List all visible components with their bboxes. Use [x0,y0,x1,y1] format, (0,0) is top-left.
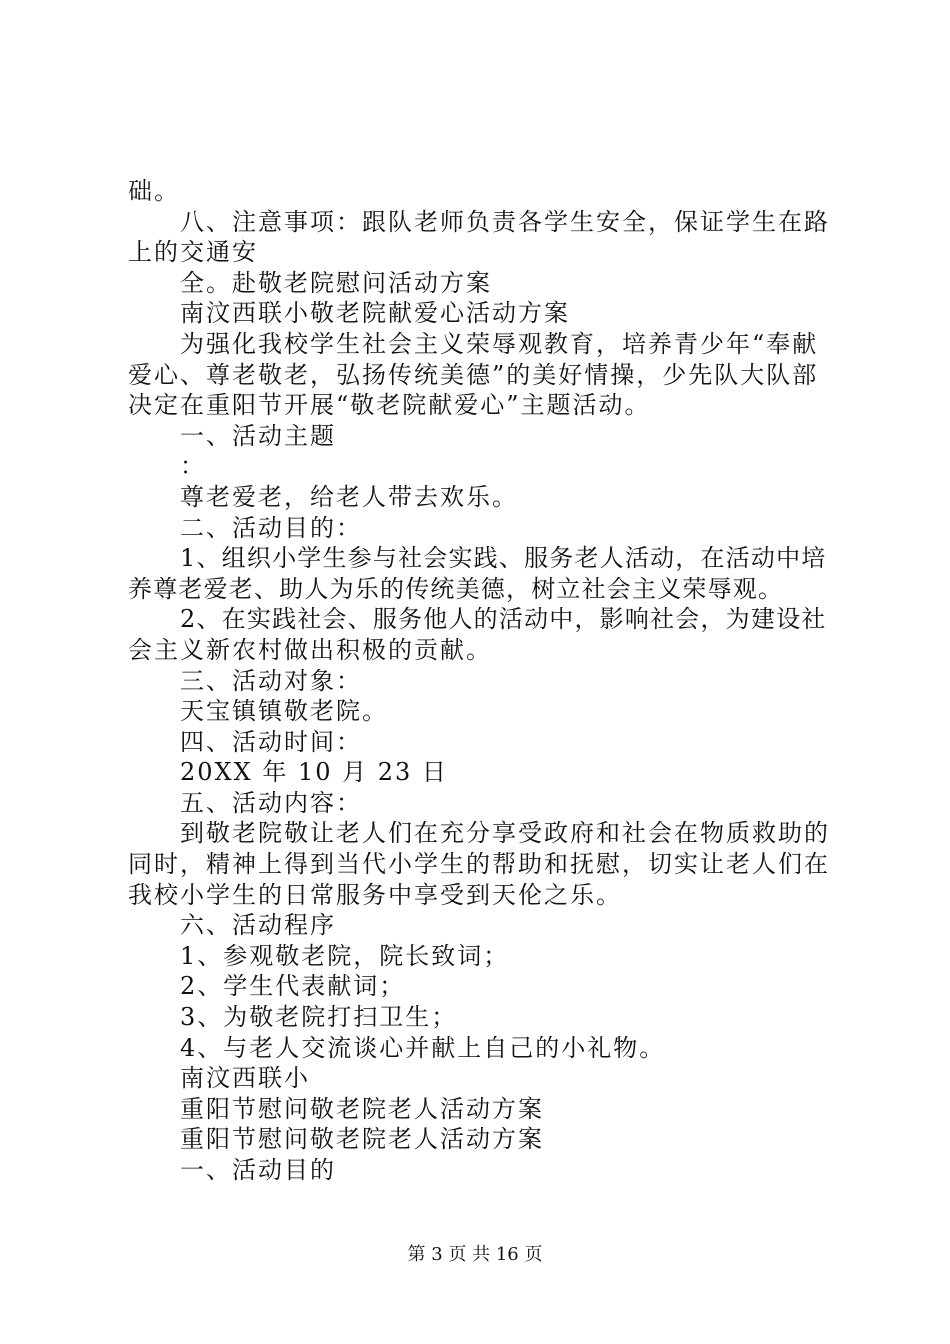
text-line: 1、参观敬老院，院长致词； [180,941,510,970]
text-line: 4、与老人交流谈心并献上自己的小礼物。 [180,1033,666,1062]
text-line: 2、在实践社会、服务他人的活动中，影响社会，为建设社 [180,605,827,634]
text-line: ： [180,452,206,481]
page-number-text: 第 3 页 共 16 页 [407,1244,543,1265]
text-line: 同时，精神上得到当代小学生的帮助和抚慰，切实让老人们在 [128,850,830,879]
document-body [128,176,834,1186]
text-line: 我校小学生的日常服务中享受到天伦之乐。 [128,880,622,909]
page-footer [0,1243,950,1267]
text-line: 尊老爱老，给老人带去欢乐。 [180,482,518,511]
text-line: 南汶西联小敬老院献爱心活动方案 [180,299,570,328]
text-line: 爱心、尊老敬老，弘扬传统美德”的美好情操，少先队大队部 [128,360,819,389]
text-line: 全。赴敬老院慰问活动方案 [180,268,492,297]
text-line: 六、活动程序 [180,911,336,940]
text-line: 上的交通安 [128,238,258,267]
text-line: 重阳节慰问敬老院老人活动方案 [180,1094,544,1123]
text-line: 决定在重阳节开展“敬老院献爱心”主题活动。 [128,391,651,420]
text-line: 天宝镇镇敬老院。 [180,697,388,726]
text-line: 2、学生代表献词； [180,972,406,1001]
text-line: 为强化我校学生社会主义荣辱观教育，培养青少年“奉献 [180,329,819,358]
text-line: 八、注意事项：跟队老师负责各学生安全，保证学生在路 [180,207,830,236]
text-line: 一、活动主题 [180,421,336,450]
text-line: 五、活动内容： [180,788,362,817]
text-line: 1、组织小学生参与社会实践、服务老人活动，在活动中培 [180,544,827,573]
text-line: 到敬老院敬让老人们在充分享受政府和社会在物质救助的 [180,819,830,848]
text-line: 三、活动对象： [180,666,362,695]
text-line: 一、活动目的 [180,1156,336,1184]
text-line: 四、活动时间： [180,727,362,756]
text-line: 二、活动目的： [180,513,362,542]
text-line: 20XX 年 10 月 23 日 [180,758,448,787]
text-line: 南汶西联小 [180,1064,310,1093]
text-line: 养尊老爱老、助人为乐的传统美德，树立社会主义荣辱观。 [128,574,784,603]
text-line: 会主义新农村做出积极的贡献。 [128,635,492,664]
text-line: 3、为敬老院打扫卫生； [180,1003,458,1032]
text-line: 础。 [128,177,180,205]
text-line: 重阳节慰问敬老院老人活动方案 [180,1125,544,1154]
